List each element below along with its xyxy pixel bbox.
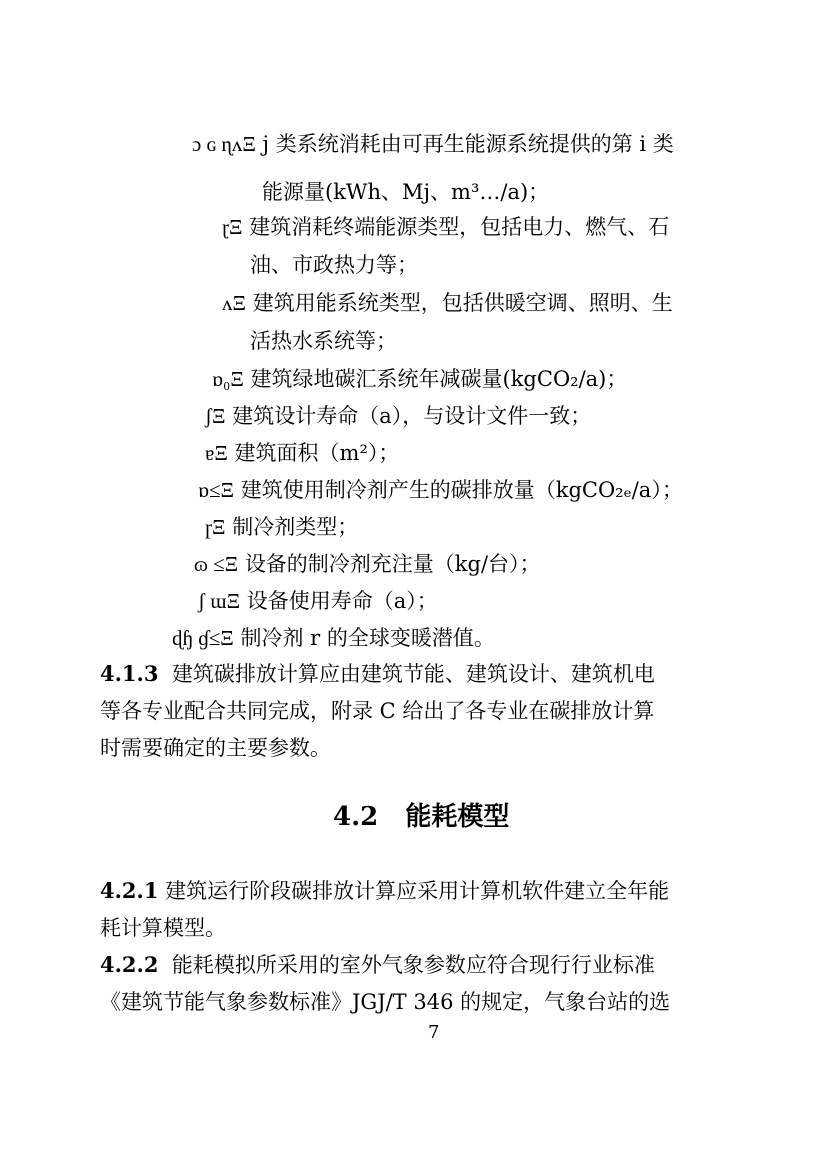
symbol: ɖɧ ɠ≤ — [172, 626, 221, 650]
definition-item — [222, 213, 669, 241]
definition-text: 设备的制冷剂充注量（kg/台）； — [244, 552, 541, 576]
separator: Ξ — [229, 215, 243, 239]
definition-item — [198, 476, 683, 504]
definition-text: 制冷剂类型； — [232, 515, 359, 539]
definition-text: 设备使用寿命（a）； — [246, 589, 438, 613]
definition-item — [192, 130, 674, 158]
definition-continuation: 油、市政热力等； — [250, 253, 418, 277]
clause-text-line: 时需要确定的主要参数。 — [100, 736, 331, 760]
clause-text-line: 《建筑节能气象参数标准》JGJ/T 346 的规定，气象台站的选 — [100, 990, 671, 1014]
definition-text: j 类系统消耗由可再生能源系统提供的第 i 类 — [262, 132, 674, 156]
clause-text-line: 能耗模拟所采用的室外气象参数应符合现行行业标准 — [171, 953, 655, 977]
clause-4-2-1 — [100, 877, 669, 905]
separator: Ξ — [242, 132, 256, 156]
separator: Ξ — [224, 552, 239, 576]
separator: Ξ — [230, 367, 244, 391]
symbol: ɷ ≤ — [194, 552, 225, 576]
separator: Ξ — [226, 589, 241, 613]
definition-item — [198, 587, 438, 615]
symbol: ʃ — [205, 404, 212, 428]
definition-text: 建筑消耗终端能源类型，包括电力、燃气、石 — [249, 215, 670, 239]
symbol: ɒ≤ — [198, 478, 221, 502]
definition-item — [172, 624, 495, 652]
definition-text: 建筑设计寿命（a），与设计文件一致； — [232, 404, 592, 428]
definition-item — [205, 402, 591, 430]
clause-text-line: 建筑碳排放计算应由建筑节能、建筑设计、建筑机电 — [171, 662, 655, 686]
clause-number: 4.2.1 — [100, 878, 159, 903]
clause-number: 4.2.2 — [100, 952, 159, 977]
clause-text-line: 耗计算模型。 — [100, 916, 226, 940]
section-heading — [333, 801, 509, 833]
separator: Ξ — [220, 478, 235, 502]
separator: Ξ — [232, 291, 247, 315]
separator: Ξ — [212, 515, 226, 539]
definition-item — [205, 439, 399, 467]
clause-4-1-3 — [100, 660, 655, 688]
symbol: ɐ — [205, 441, 215, 465]
separator: Ξ — [212, 404, 226, 428]
symbol: ɔ ɢ ɳʌ — [192, 132, 243, 156]
symbol: ɒ₀ — [212, 367, 231, 391]
section-number: 4.2 — [333, 802, 379, 832]
definition-item — [222, 289, 673, 317]
symbol: ʃ ɯ — [198, 589, 227, 613]
definition-text: 建筑面积（m²）； — [234, 441, 400, 465]
definition-item — [194, 550, 541, 578]
symbol: ʌ — [222, 291, 233, 315]
clause-text-line: 等各专业配合共同完成，附录 C 给出了各专业在碳排放计算 — [100, 699, 655, 723]
definition-continuation: 能源量(kWh、Mj、m³…/a)； — [262, 180, 550, 204]
definition-continuation: 活热水系统等； — [250, 329, 397, 353]
definition-item — [205, 513, 358, 541]
definition-text: 建筑绿地碳汇系统年减碳量(kgCO₂/a)； — [250, 367, 628, 391]
separator: Ξ — [214, 441, 228, 465]
page-number: 7 — [428, 1022, 440, 1043]
symbol: ɼ — [205, 515, 212, 539]
section-title: 能耗模型 — [405, 802, 510, 832]
definition-item — [212, 365, 627, 393]
definition-text: 建筑使用制冷剂产生的碳排放量（kgCO₂ₑ/a）； — [240, 478, 683, 502]
definition-text: 制冷剂 r 的全球变暖潜值。 — [240, 626, 495, 650]
definition-text: 建筑用能系统类型，包括供暖空调、照明、生 — [252, 291, 673, 315]
clause-4-2-2 — [100, 951, 655, 979]
symbol: ɽ — [222, 215, 229, 239]
clause-text-line: 建筑运行阶段碳排放计算应采用计算机软件建立全年能 — [165, 879, 670, 903]
separator: Ξ — [220, 626, 234, 650]
clause-number: 4.1.3 — [100, 661, 159, 686]
